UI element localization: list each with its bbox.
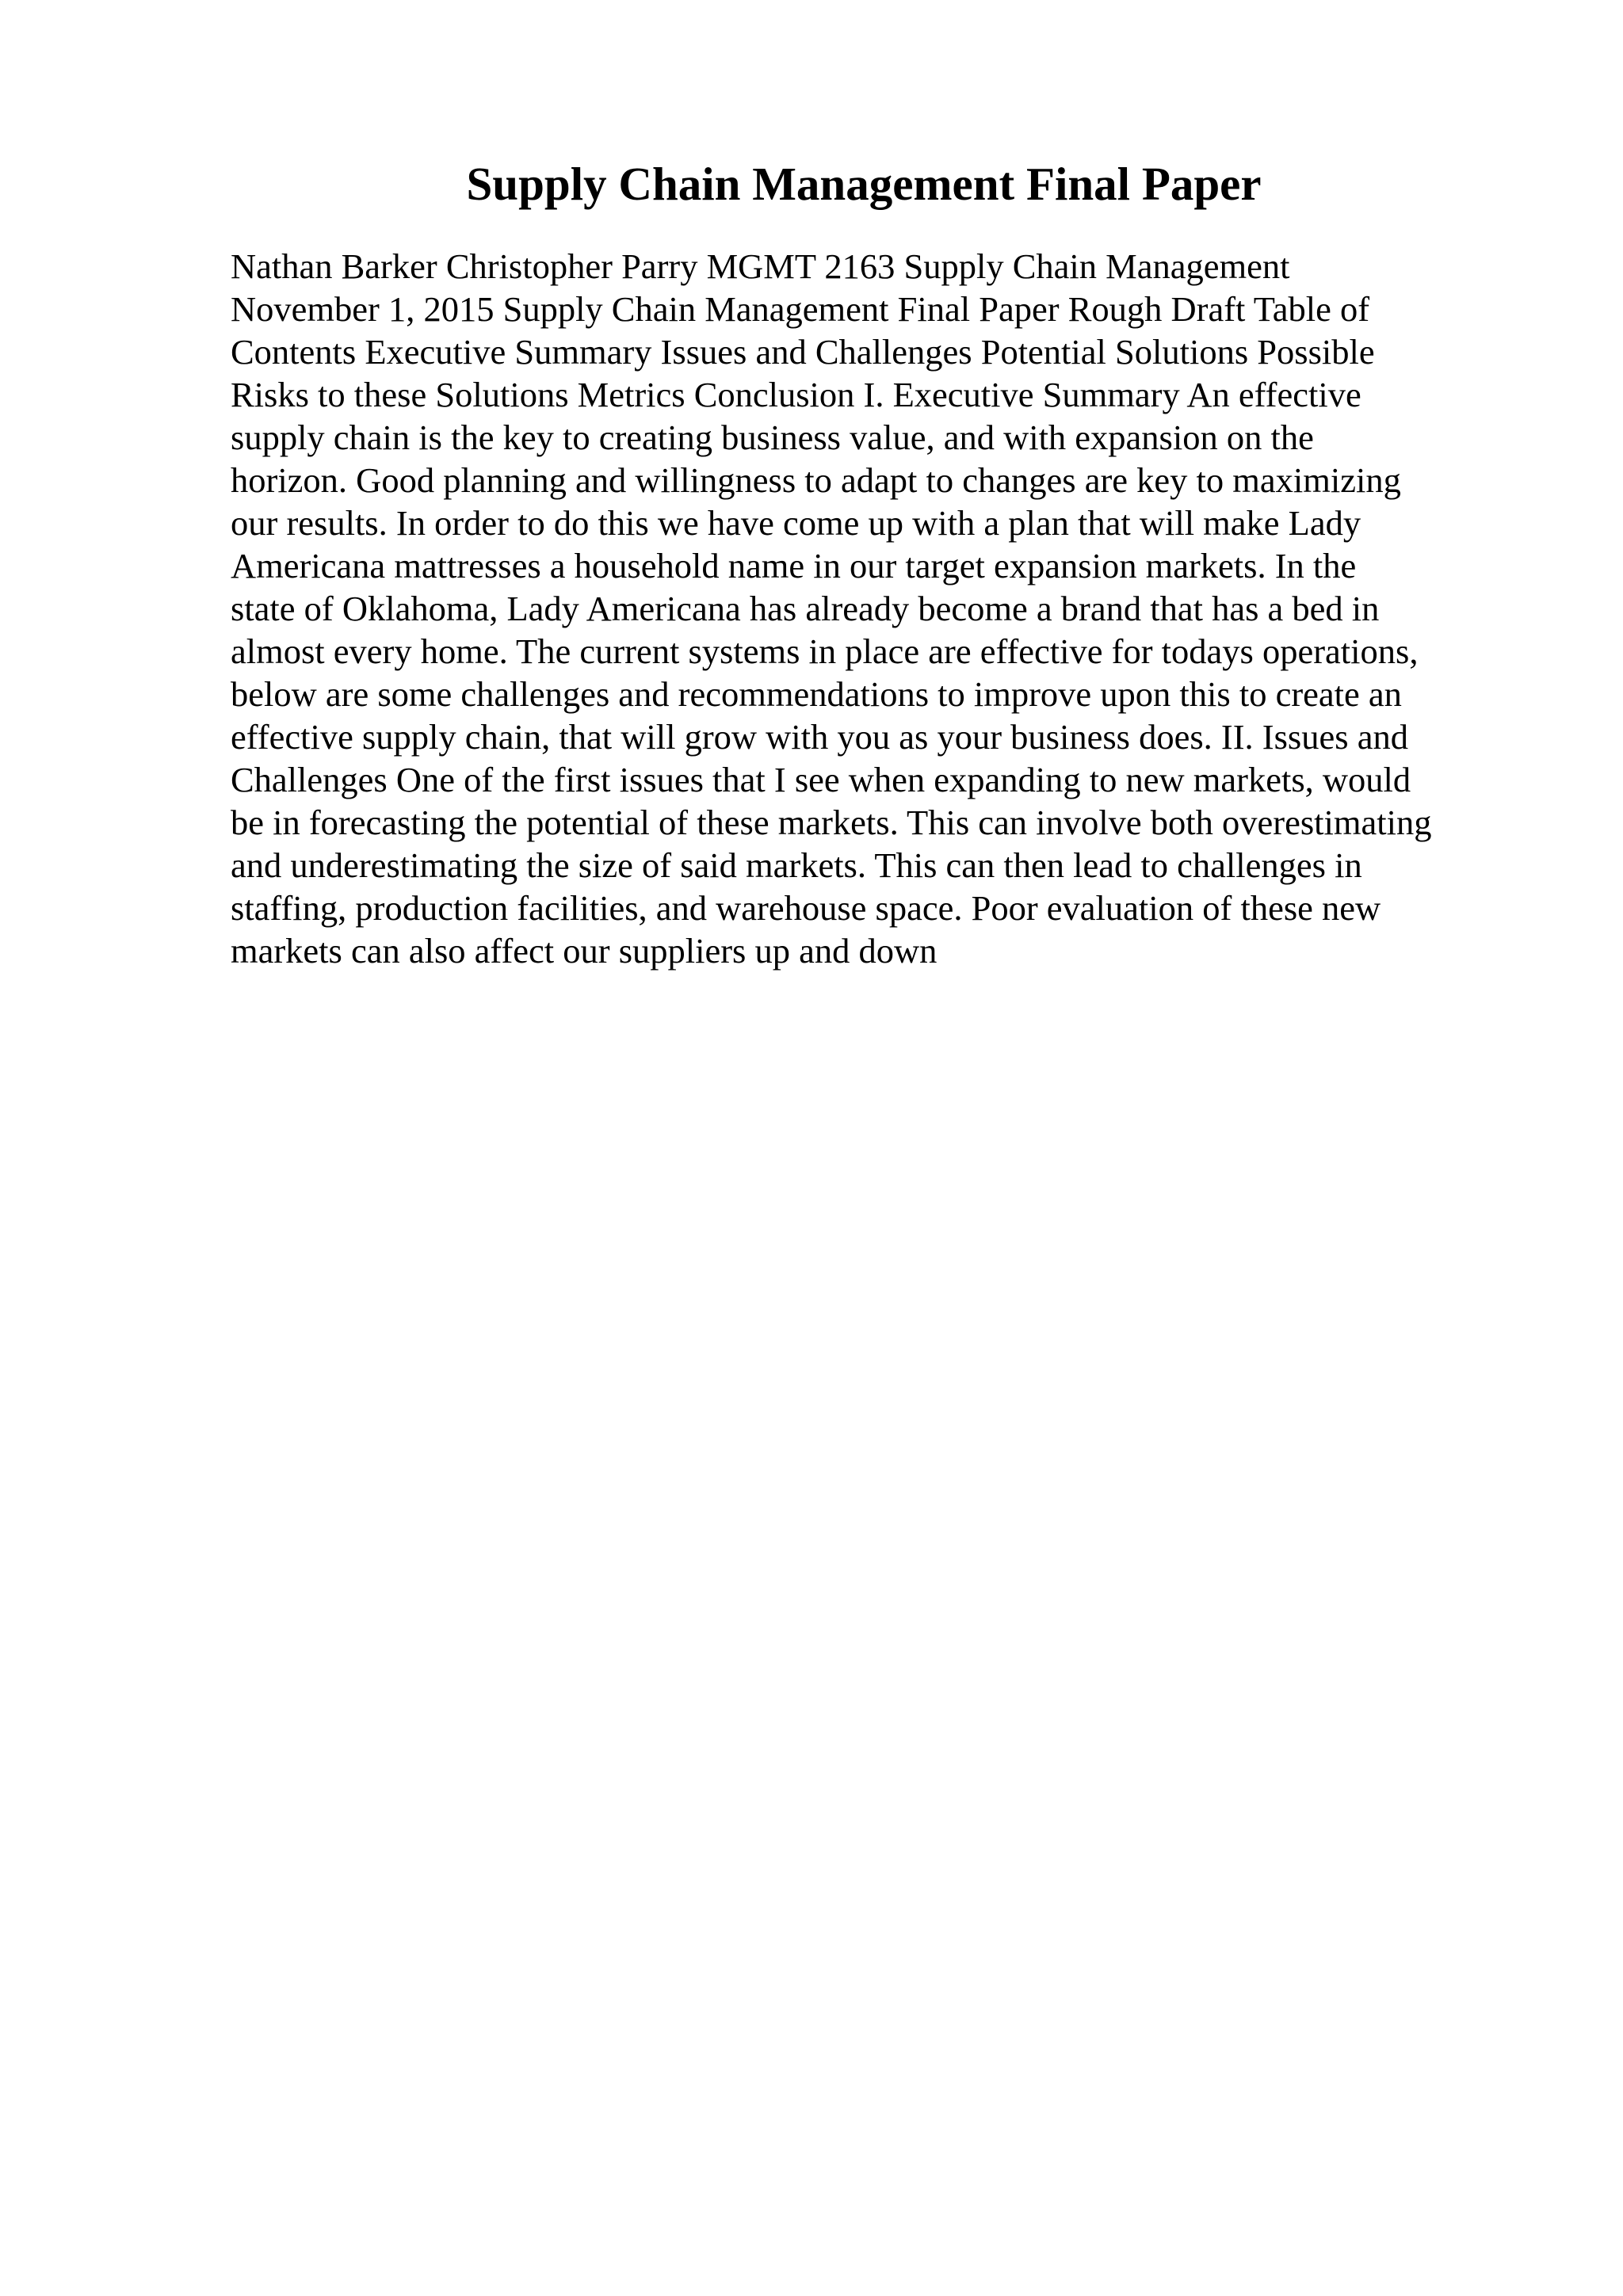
body-line: effective supply chain, that will grow with you as your business does. II. Issues and xyxy=(231,717,1408,757)
body-line: Americana mattresses a household name in our target expansion markets. In the xyxy=(231,546,1357,585)
body-line: supply chain is the key to creating business value, and with expansion on the xyxy=(231,418,1314,457)
body-line: Risks to these Solutions Metrics Conclusion I. Executive Summary An effective xyxy=(231,375,1361,414)
body-line: staffing, production facilities, and warehouse space. Poor evaluation of these new xyxy=(231,888,1381,928)
body-line: November 1, 2015 Supply Chain Management Final Paper Rough Draft Table of xyxy=(231,289,1370,329)
document-title: Supply Chain Management Final Paper xyxy=(466,158,1262,210)
body-line: and underestimating the size of said markets. This can then lead to challenges in xyxy=(231,845,1362,885)
body-line: below are some challenges and recommendations to improve upon this to create an xyxy=(231,674,1402,714)
body-line: Contents Executive Summary Issues and Challenges Potential Solutions Possible xyxy=(231,332,1375,372)
body-line: our results. In order to do this we have come up with a plan that will make Lady xyxy=(231,503,1361,543)
body-line: be in forecasting the potential of these markets. This can involve both overestimating xyxy=(231,803,1432,842)
body-line: Challenges One of the first issues that I see when expanding to new markets, would xyxy=(231,760,1411,799)
body-line: horizon. Good planning and willingness to adapt to changes are key to maximizing xyxy=(231,460,1401,500)
document-body xyxy=(231,245,1499,972)
body-line: almost every home. The current systems in place are effective for todays operations, xyxy=(231,631,1419,671)
body-line: Nathan Barker Christopher Parry MGMT 2163 Supply Chain Management xyxy=(231,246,1290,286)
body-line: state of Oklahoma, Lady Americana has already become a brand that has a bed in xyxy=(231,589,1380,628)
body-line: markets can also affect our suppliers up and down xyxy=(231,931,938,971)
